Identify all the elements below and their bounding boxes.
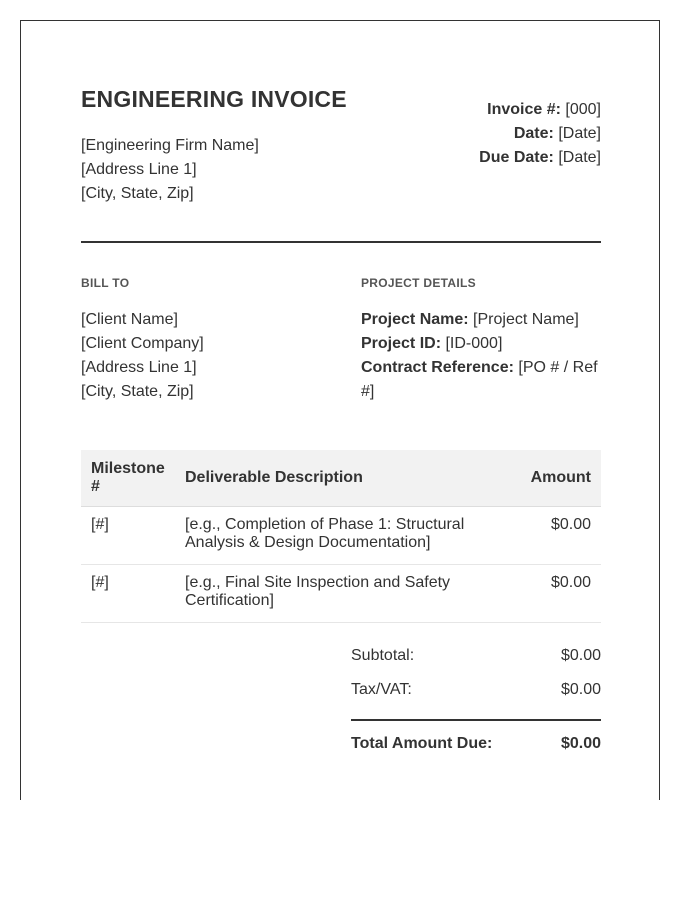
totals-block bbox=[351, 646, 601, 754]
milestone-cell: [#] bbox=[81, 565, 175, 623]
amount-cell: $0.00 bbox=[491, 507, 601, 565]
bill-to-label: BILL TO bbox=[81, 276, 130, 290]
description-cell: [e.g., Completion of Phase 1: Structural Analysis & Design Documentation] bbox=[175, 507, 491, 565]
client-city-line: [City, State, Zip] bbox=[81, 383, 194, 400]
bill-to-block bbox=[81, 308, 204, 404]
project-name-value: [Project Name] bbox=[473, 311, 579, 328]
description-cell: [e.g., Final Site Inspection and Safety Certification] bbox=[175, 565, 491, 623]
invoice-due-value: [Date] bbox=[558, 149, 601, 166]
project-id-value: [ID-000] bbox=[445, 335, 503, 352]
contract-reference-row bbox=[361, 356, 606, 404]
contract-reference-label: Contract Reference: bbox=[361, 359, 514, 376]
invoice-due-row bbox=[479, 146, 601, 170]
table-header-row bbox=[81, 450, 601, 507]
project-id-row bbox=[361, 332, 606, 356]
header-divider bbox=[81, 241, 601, 243]
project-details-block bbox=[361, 308, 606, 404]
firm-address-block bbox=[81, 134, 259, 206]
table-row bbox=[81, 565, 601, 623]
invoice-date-row bbox=[479, 122, 601, 146]
firm-city-line: [City, State, Zip] bbox=[81, 185, 194, 202]
project-name-row bbox=[361, 308, 606, 332]
project-details-label: PROJECT DETAILS bbox=[361, 276, 476, 290]
invoice-number-label: Invoice #: bbox=[487, 101, 561, 118]
invoice-number-row bbox=[479, 98, 601, 122]
column-header-description: Deliverable Description bbox=[175, 450, 491, 507]
subtotal-row bbox=[351, 646, 601, 680]
amount-cell: $0.00 bbox=[491, 565, 601, 623]
invoice-date-value: [Date] bbox=[558, 125, 601, 142]
total-due-row bbox=[351, 734, 601, 754]
tax-label: Tax/VAT: bbox=[351, 681, 412, 698]
milestone-cell: [#] bbox=[81, 507, 175, 565]
firm-name: [Engineering Firm Name] bbox=[81, 137, 259, 154]
project-id-label: Project ID: bbox=[361, 335, 442, 352]
subtotal-value: $0.00 bbox=[560, 647, 601, 664]
invoice-meta bbox=[479, 98, 601, 170]
column-header-amount: Amount bbox=[491, 450, 601, 507]
totals-divider bbox=[351, 719, 601, 721]
invoice-page bbox=[20, 20, 660, 800]
firm-address-line: [Address Line 1] bbox=[81, 161, 197, 178]
client-address-line: [Address Line 1] bbox=[81, 359, 197, 376]
invoice-number-value: [000] bbox=[565, 101, 601, 118]
total-due-label: Total Amount Due: bbox=[351, 735, 493, 752]
subtotal-label: Subtotal: bbox=[351, 647, 415, 664]
tax-row bbox=[351, 680, 601, 714]
tax-value: $0.00 bbox=[560, 681, 601, 698]
invoice-date-label: Date: bbox=[513, 125, 554, 142]
invoice-title: ENGINEERING INVOICE bbox=[81, 86, 347, 112]
project-name-label: Project Name: bbox=[361, 311, 469, 328]
client-name: [Client Name] bbox=[81, 311, 178, 328]
table-row bbox=[81, 507, 601, 565]
invoice-due-label: Due Date: bbox=[479, 149, 554, 166]
line-items-table bbox=[81, 450, 601, 623]
total-due-value: $0.00 bbox=[560, 735, 601, 752]
contract-reference-value: [PO # / Ref #] bbox=[361, 359, 598, 400]
client-company: [Client Company] bbox=[81, 335, 204, 352]
column-header-milestone: Milestone # bbox=[81, 450, 175, 507]
